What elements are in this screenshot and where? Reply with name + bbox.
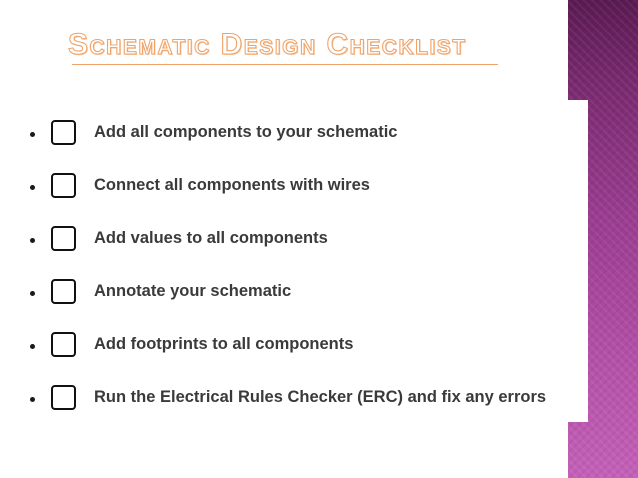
checklist	[30, 106, 546, 424]
title-underline	[72, 64, 498, 65]
checklist-item-label: Connect all components with wires	[94, 176, 370, 194]
checkbox-icon[interactable]	[51, 279, 76, 304]
checklist-item	[30, 318, 546, 371]
checklist-item	[30, 106, 546, 159]
checkbox-icon[interactable]	[51, 226, 76, 251]
decorative-side-tab	[568, 100, 588, 422]
checklist-item-label: Annotate your schematic	[94, 282, 292, 300]
bullet-icon	[30, 397, 35, 402]
checkbox-icon[interactable]	[51, 173, 76, 198]
checklist-item-label: Add footprints to all components	[94, 335, 354, 353]
bullet-icon	[30, 185, 35, 190]
checkbox-icon[interactable]	[51, 120, 76, 145]
bullet-icon	[30, 344, 35, 349]
checklist-item	[30, 265, 546, 318]
slide-title: Schematic Design Checklist	[68, 28, 467, 61]
checklist-item-label: Add values to all components	[94, 229, 328, 247]
checklist-item	[30, 212, 546, 265]
checkbox-icon[interactable]	[51, 332, 76, 357]
bullet-icon	[30, 238, 35, 243]
checklist-item-label: Add all components to your schematic	[94, 123, 398, 141]
bullet-icon	[30, 132, 35, 137]
checkbox-icon[interactable]	[51, 385, 76, 410]
checklist-item-label: Run the Electrical Rules Checker (ERC) and fix any errors	[94, 388, 547, 406]
checklist-item	[30, 159, 546, 212]
checklist-item	[30, 371, 546, 424]
bullet-icon	[30, 291, 35, 296]
